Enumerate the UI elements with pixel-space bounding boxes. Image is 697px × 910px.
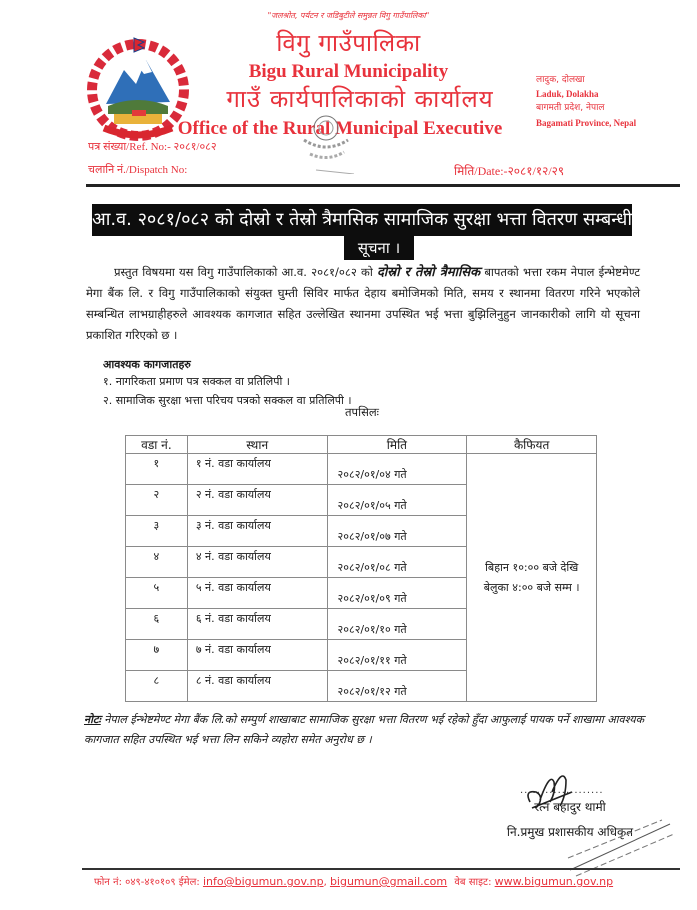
dispatch-number: चलानि नं./Dispatch No:	[88, 164, 188, 176]
footer-divider	[82, 868, 680, 870]
website-link[interactable]: www.bigumun.gov.np	[494, 875, 614, 888]
office-name-en: Office of the Rural Municipal Executive	[177, 118, 503, 139]
header-place: स्थान	[187, 436, 327, 454]
office-name-np: गाउँ कार्यपालिकाको कार्यालय	[226, 85, 494, 113]
required-document-item: २. सामाजिक सुरक्षा भत्ता परिचय पत्रको सक्कल वा प्रतिलिपी ।	[103, 394, 352, 407]
cell-date: २०८२/०१/११ गते	[327, 640, 467, 671]
cell-date: २०८२/०१/०७ गते	[327, 516, 467, 547]
cell-place: ७ नं. वडा कार्यालय	[187, 640, 327, 671]
signatory-title: नि.प्रमुख प्रशासकीय अधिकृत	[506, 825, 634, 839]
cell-ward: ५	[126, 578, 188, 609]
cell-place: १ नं. वडा कार्यालय	[187, 454, 327, 485]
footer-web-label: वेब साइट:	[454, 877, 492, 888]
cell-date: २०८२/०१/०८ गते	[327, 547, 467, 578]
cell-remark: बिहान १०:०० बजे देखि बेलुका ४:०० बजे सम्म ।	[467, 454, 597, 702]
notice-title-line2: सूचना ।	[344, 236, 414, 260]
cell-place: ८ नं. वडा कार्यालय	[187, 671, 327, 702]
cell-ward: १	[126, 454, 188, 485]
address-np-line1: लादुक, दोलखा	[536, 75, 585, 85]
footer-contact	[94, 874, 613, 888]
address-en-line2: Bagamati Province, Nepal	[536, 118, 637, 128]
signature-line: ....................	[520, 785, 604, 796]
cell-ward: ४	[126, 547, 188, 578]
office-seal-stamp	[296, 110, 360, 174]
email-link-info[interactable]: info@bigumun.gov.np	[202, 875, 324, 888]
date-label: मिति/Date:-	[454, 164, 508, 178]
cell-ward: ७	[126, 640, 188, 671]
header-date: मिति	[327, 436, 467, 454]
header-ward: वडा नं.	[126, 436, 188, 454]
date-value: २०८१/१२/२९	[507, 164, 565, 178]
letter-date	[454, 162, 564, 179]
table-header-row	[126, 436, 597, 454]
cell-date: २०८२/०१/०५ गते	[327, 485, 467, 516]
cell-place: ६ नं. वडा कार्यालय	[187, 609, 327, 640]
cell-date: २०८२/०१/०९ गते	[327, 578, 467, 609]
table-row	[126, 454, 597, 485]
cell-place: ४ नं. वडा कार्यालय	[187, 547, 327, 578]
cell-date: २०८२/०१/१० गते	[327, 609, 467, 640]
cell-ward: ८	[126, 671, 188, 702]
note-text: नेपाल ईन्भेष्टमेण्ट मेगा बैंक लि.को सम्पुर्ण शाखाबाट सामाजिक सुरक्षा भत्ता वितरण भई रहेको हुँदा आफुलाई पायक पर्ने शाखामा आवश्यक कागजात सहित उपस्थित भई भत्ता लिन सकिने व्यहोरा समेत अनुरोध छ ।	[84, 713, 645, 746]
header-divider	[86, 184, 680, 187]
cell-place: ३ नं. वडा कार्यालय	[187, 516, 327, 547]
footer-phone: फोन नं: ०४९-४१०१०९ ईमेल:	[94, 877, 200, 888]
letterhead-tagline: "जलश्रोत, पर्यटन र जडिबुटीले समुन्नत विगु गाउँपालिका"	[267, 11, 430, 20]
distribution-schedule-table	[125, 435, 597, 702]
reference-number	[88, 139, 217, 154]
cell-date: २०८२/०१/१२ गते	[327, 671, 467, 702]
body-part1: प्रस्तुत विषयमा यस विगु गाउँपालिकाको आ.व. २०८१/०८२ को	[114, 265, 377, 279]
municipality-name-en: Bigu Rural Municipality	[248, 61, 449, 82]
cell-ward: ३	[126, 516, 188, 547]
email-link-gmail[interactable]: bigumun@gmail.com	[329, 875, 448, 888]
ref-label: पत्र संख्या/Ref. No:-	[88, 141, 171, 153]
header-remark: कैफियत	[467, 436, 597, 454]
cell-date: २०८२/०१/०४ गते	[327, 454, 467, 485]
body-emphasis: दोस्रो र तेस्रो त्रैमासिक	[377, 265, 481, 280]
body-part2: बापतको भत्ता रकम नेपाल ईन्भेष्टमेण्ट मेगा बैंक लि. र विगु गाउँपालिकाको संयुक्त घुम्ती सिविर मार्फत देहाय बमोजिमको मिति, समय र स्थानमा वितरण गरिने भएकोले सम्बन्धित लाभग्राहीहरुले आवश्यक कागजात सहित उल्लेखित स्थानमा उपस्थित भई भत्ता बुझिलिनुहुन जानकारीको लागि यो सूचना प्रकाशित गरिएको छ ।	[86, 265, 640, 342]
cell-ward: २	[126, 485, 188, 516]
notice-body	[86, 262, 640, 346]
signatory-name: रत्न बहादुर थामी	[534, 800, 606, 814]
ref-value: २०८१/०८२	[173, 141, 217, 153]
footer-separator: ,	[323, 877, 327, 888]
required-documents-title: आवश्यक कागजातहरु	[103, 358, 191, 371]
notice-title: आ.व. २०८१/०८२ को दोस्रो र तेस्रो त्रैमासिक सामाजिक सुरक्षा भत्ता वितरण सम्बन्धी	[92, 204, 632, 236]
note-label: नोटः	[84, 713, 101, 726]
address-np-line2: बागमती प्रदेश, नेपाल	[536, 103, 605, 113]
schedule-label: तपसिलः	[345, 405, 379, 419]
address-en-line1: Laduk, Dolakha	[536, 89, 599, 99]
required-document-item: १. नागरिकता प्रमाण पत्र सक्कल वा प्रतिलिपी ।	[103, 375, 290, 388]
cell-place: २ नं. वडा कार्यालय	[187, 485, 327, 516]
cell-ward: ६	[126, 609, 188, 640]
cell-place: ५ नं. वडा कार्यालय	[187, 578, 327, 609]
note	[84, 710, 654, 750]
municipality-name-np: विगु गाउँपालिका	[276, 29, 421, 57]
